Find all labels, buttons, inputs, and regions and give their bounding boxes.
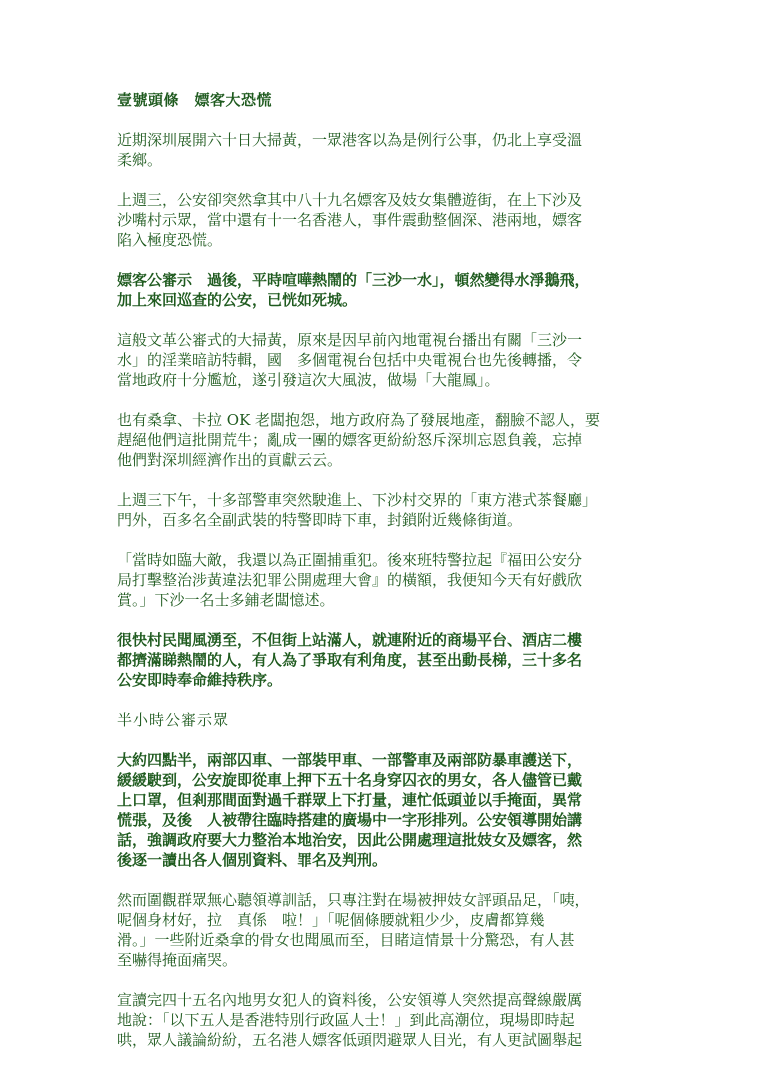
paragraph-line: 半小時公審示眾	[117, 711, 230, 729]
article-paragraph	[117, 190, 647, 250]
paragraph-line: 他們對深圳經濟作出的貢獻云云。	[117, 451, 343, 469]
paragraph-line: 公安即時奉命維持秩序。	[117, 671, 283, 689]
paragraph-line: 水」的淫業暗訪特輯，國 多個電視台包括中央電視台也先後轉播，令	[117, 351, 583, 369]
paragraph-line: 沙嘴村示眾，當中還有十一名香港人，事件震動整個深、港兩地，嫖客	[117, 211, 583, 229]
paragraph-line: 緩緩駛到，公安旋即從車上押下五十名身穿囚衣的男女，各人儘管已戴	[117, 771, 583, 789]
paragraph-line: 近期深圳展開六十日大掃黃，一眾港客以為是例行公事，仍北上享受溫	[117, 131, 583, 149]
article-paragraph	[117, 630, 647, 690]
paragraph-line: 賞。」下沙一名士多鋪老闆憶述。	[117, 591, 335, 609]
headline	[117, 90, 647, 110]
paragraph-line: 都擠滿睇熱鬧的人，有人為了爭取有利角度，甚至出動長梯，三十多名	[117, 651, 583, 669]
paragraph-line: 上週三，公安卻突然拿其中八十九名嫖客及妓女集體遊街，在上下沙及	[117, 191, 583, 209]
article-paragraph	[117, 490, 647, 530]
section-subheading	[117, 710, 647, 730]
paragraph-line: 局打擊整治涉黃違法犯罪公開處理大會』的橫額，我便知今天有好戲欣	[117, 571, 583, 589]
paragraph-line: 這般文革公審式的大掃黃，原來是因早前內地電視台播出有關「三沙一	[117, 331, 583, 349]
article-paragraph	[117, 270, 647, 310]
paragraph-line: 呢個身材好，拉 真係 啦！」「呢個條腰就粗少少，皮膚都算幾	[117, 911, 545, 929]
article-paragraph	[117, 890, 647, 970]
document-page	[117, 90, 647, 1070]
paragraph-line: 嫖客公審示 過後，平時喧嘩熱鬧的「三沙一水」，頓然變得水淨鵝飛，	[117, 271, 590, 289]
paragraph-line: 上口罩，但剎那間面對過千群眾上下打量，連忙低頭並以手掩面，異常	[117, 791, 583, 809]
article-paragraph	[117, 990, 647, 1050]
paragraph-line: 後逐一讀出各人個別資料、罪名及判刑。	[117, 851, 388, 869]
article-paragraph	[117, 550, 647, 610]
article-paragraph	[117, 130, 647, 170]
paragraph-line: 加上來回巡查的公安，已恍如死城。	[117, 291, 358, 309]
article-paragraph	[117, 410, 647, 470]
paragraph-line: 滑。」一些附近桑拿的骨女也聞風而至，目睹這情景十分驚恐，有人甚	[117, 931, 575, 949]
paragraph-line: 上週三下午，十多部警車突然駛進上、下沙村交界的「東方港式茶餐廳」	[117, 491, 598, 509]
paragraph-line: 門外，百多名全副武裝的特警即時下車，封鎖附近幾條街道。	[117, 511, 523, 529]
paragraph-line: 地說：「以下五人是香港特別行政區人士！」到此高潮位，現場即時起	[117, 1011, 575, 1029]
article-paragraph	[117, 330, 647, 390]
paragraph-line: 話，強調政府要大力整治本地治安，因此公開處理這批妓女及嫖客，然	[117, 831, 583, 849]
paragraph-line: 柔鄉。	[117, 151, 163, 169]
article-paragraph	[117, 750, 647, 870]
paragraph-line: 大約四點半，兩部囚車、一部裝甲車、一部警車及兩部防暴車護送下，	[117, 751, 583, 769]
paragraph-line: 慌張，及後 人被帶往臨時搭建的廣場中一字形排列。公安領導開始講	[117, 811, 583, 829]
paragraph-line: 「當時如臨大敵，我還以為正圍捕重犯。後來班特警拉起『福田公安分	[117, 551, 583, 569]
paragraph-line: 很快村民聞風湧至，不但街上站滿人，就連附近的商場平台、酒店二樓	[117, 631, 583, 649]
paragraph-line: 陷入極度恐慌。	[117, 231, 223, 249]
paragraph-line: 然而圍觀群眾無心聽領導訓話，只專注對在場被押妓女評頭品足，「咦，	[117, 891, 590, 909]
paragraph-line: 當地政府十分尷尬，遂引發這次大風波，做場「大龍鳳」。	[117, 371, 500, 389]
paragraph-line: 至嚇得掩面痛哭。	[117, 951, 238, 969]
paragraph-line: 趕絕他們這批開荒牛；亂成一團的嫖客更紛紛怒斥深圳忘恩負義，忘掉	[117, 431, 583, 449]
article-body	[117, 130, 647, 1050]
paragraph-line: 宣讀完四十五名內地男女犯人的資料後，公安領導人突然提高聲線嚴厲	[117, 991, 583, 1009]
paragraph-line: 也有桑拿、卡拉 OK 老闆抱怨，地方政府為了發展地產，翻臉不認人，要	[117, 411, 601, 429]
paragraph-line: 哄，眾人議論紛紛，五名港人嫖客低頭閃避眾人目光，有人更試圖舉起	[117, 1031, 583, 1049]
headline-text: 壹號頭條 嫖客大恐慌	[117, 91, 273, 109]
